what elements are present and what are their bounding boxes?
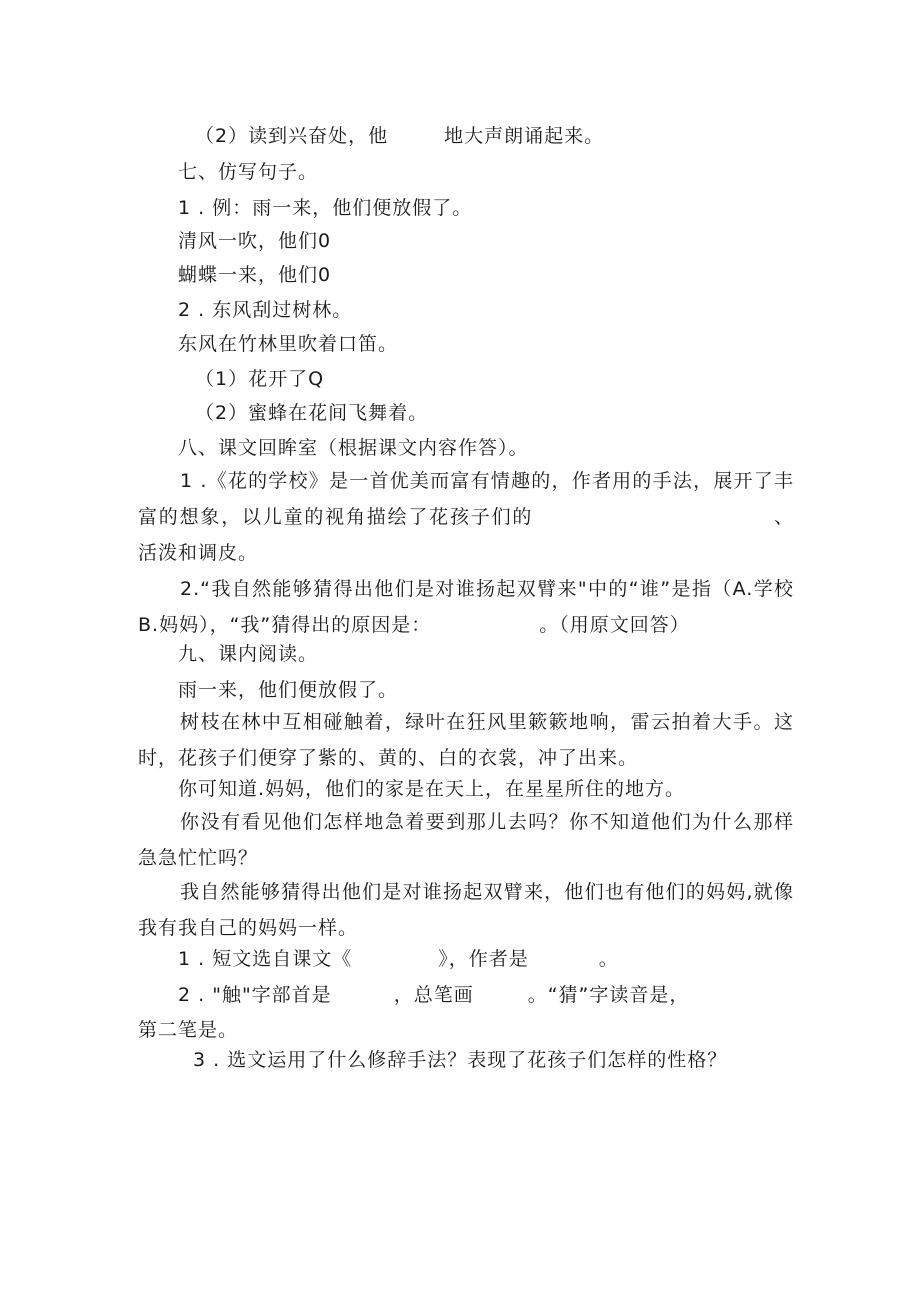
s7-question-2: 2 . 东风刮过树林。 (178, 299, 353, 321)
s9-question-2: 2 . "触"字部首是 ，总笔画 。“猜”字读音是， (178, 984, 690, 1006)
section-9-heading: 九、课内阅读。 (178, 643, 319, 665)
passage-paragraph-2: 树枝在林中互相碰触着，绿叶在狂风里簌簌地响，雷云拍着大手。这时，花孩子们便穿了紫的、黄的、白的衣裳，冲了出来。 (138, 711, 794, 769)
s7-q1-answer-a: 清风一吹，他们0 (178, 230, 332, 252)
s8-question-2: 2.“我自然能够猜得出他们是对谁扬起双臂来"中的“谁”是指（A.学校B.妈妈），“我”猜得出的原因是： 。（用原文回答） (138, 578, 794, 636)
section-7-heading: 七、仿写句子。 (178, 161, 319, 183)
s9-question-1: 1 . 短文选自课文《 》，作者是 。 (178, 948, 619, 970)
s7-q2-example: 东风在竹林里吹着口笛。 (178, 333, 399, 355)
s7-q1-answer-b: 蝴蝶一来，他们0 (178, 264, 332, 286)
s9-question-3: 3 . 选文运用了什么修辞手法？表现了花孩子们怎样的性格？ (193, 1049, 728, 1071)
section-8-heading: 八、课文回眸室（根据课文内容作答）。 (178, 437, 529, 459)
s9-question-2-continued: 第二笔是。 (138, 1019, 239, 1041)
passage-paragraph-5: 我自然能够猜得出他们是对谁扬起双臂来，他们也有他们的妈妈,就像我有我自己的妈妈一样。 (138, 881, 794, 939)
s7-q2-item-1: （1）花开了Q (195, 368, 325, 390)
passage-paragraph-4: 你没有看见他们怎样地急着要到那儿去吗？你不知道他们为什么那样急急忙忙吗？ (138, 811, 794, 869)
passage-paragraph-3: 你可知道.妈妈，他们的家是在天上，在星星所住的地方。 (178, 778, 686, 800)
s6-item-2: （2）读到兴奋处，他 地大声朗诵起来。 (195, 125, 605, 147)
s8-question-1: 1 .《花的学校》是一首优美而富有情趣的，作者用的手法，展开了丰富的想象，以儿童的视角描绘了花孩子们的 、活泼和调皮。 (138, 470, 794, 564)
passage-paragraph-1: 雨一来，他们便放假了。 (178, 679, 399, 701)
s7-question-1: 1 . 例：雨一来，他们便放假了。 (178, 197, 473, 219)
s7-q2-item-2: （2）蜜蜂在花间飞舞着。 (195, 402, 429, 424)
